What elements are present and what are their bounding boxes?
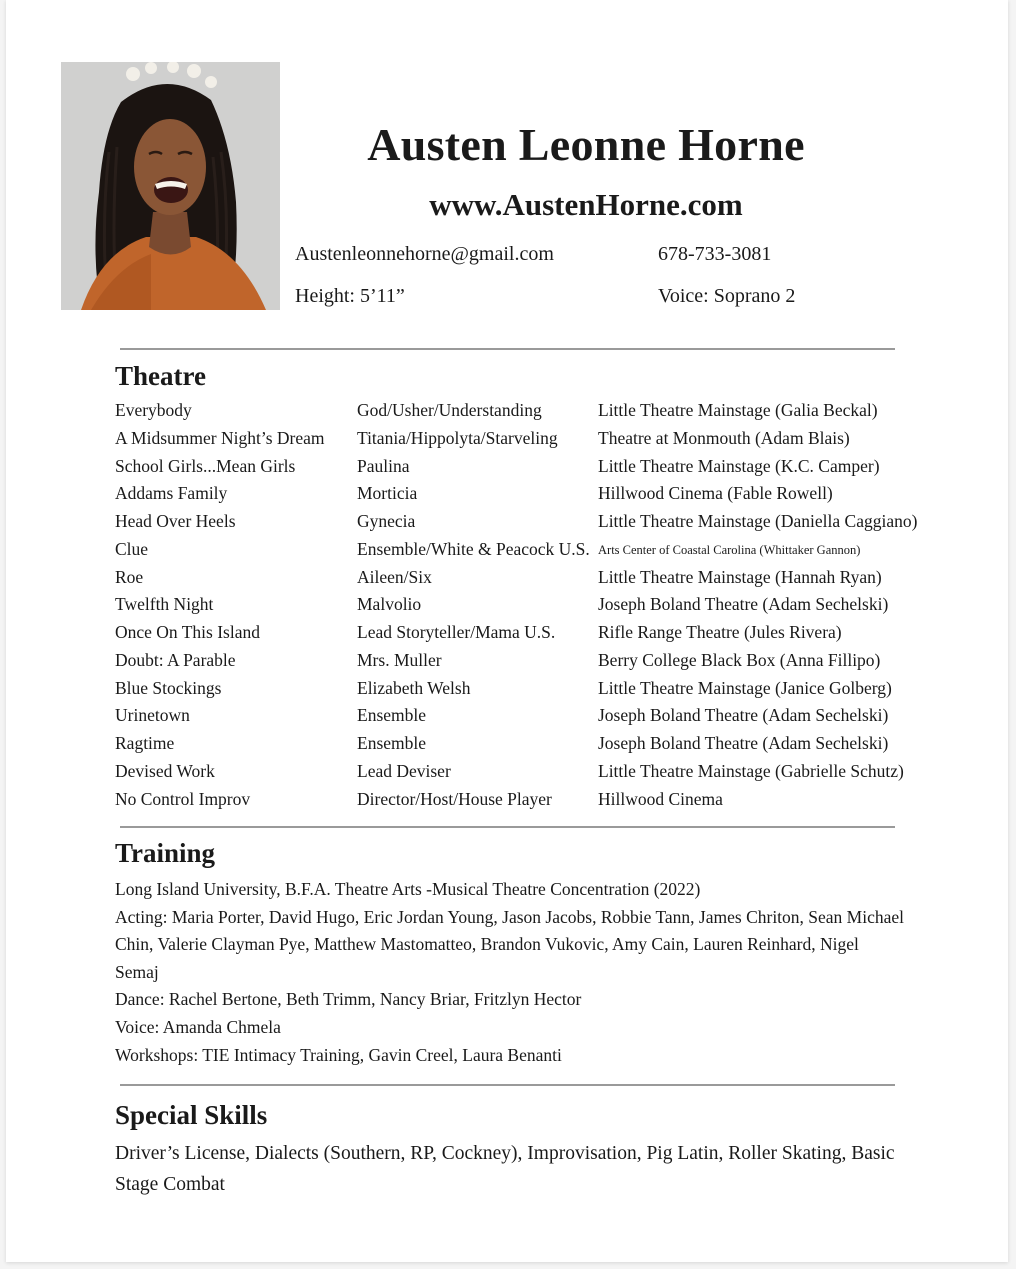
credit-role: Titania/Hippolyta/Starveling: [357, 427, 558, 448]
special-skills-text: Driver’s License, Dialects (Southern, RP, Cockney), Improvisation, Pig Latin, Roller Skating, Basic Stage Combat: [115, 1143, 895, 1195]
credit-role: Lead Deviser: [357, 760, 451, 781]
training-line: Voice: Amanda Chmela: [115, 1016, 281, 1037]
divider: [120, 1084, 895, 1086]
credit-row: [115, 400, 905, 428]
credit-row: [115, 733, 905, 761]
credit-venue: Rifle Range Theatre (Jules Rivera): [598, 622, 842, 642]
height-info: Height: 5’11”: [295, 285, 405, 307]
credit-venue: Little Theatre Mainstage (K.C. Camper): [598, 455, 880, 476]
credit-venue: Hillwood Cinema: [598, 788, 723, 809]
theatre-heading: Theatre: [115, 361, 206, 391]
credit-row: [115, 761, 905, 789]
credit-role: Ensemble: [357, 733, 427, 753]
credit-venue: Joseph Boland Theatre (Adam Sechelski): [598, 705, 889, 726]
credit-role: Aileen/Six: [357, 566, 432, 587]
credit-show: Twelfth Night: [115, 594, 214, 615]
credit-venue: Little Theatre Mainstage (Gabrielle Schutz): [598, 760, 904, 781]
credit-role: Gynecia: [357, 511, 416, 531]
voice-type: Voice: Soprano 2: [658, 285, 796, 307]
credit-venue: Theatre at Monmouth (Adam Blais): [598, 427, 850, 448]
credit-show: Head Over Heels: [115, 511, 236, 531]
credit-venue: Berry College Black Box (Anna Fillipo): [598, 649, 881, 670]
credit-venue: Hillwood Cinema (Fable Rowell): [598, 483, 833, 504]
credit-venue: Arts Center of Coastal Carolina (Whittaker Gannon): [598, 542, 861, 557]
credit-show: Addams Family: [115, 483, 228, 504]
credit-role: Lead Storyteller/Mama U.S.: [357, 622, 556, 642]
credit-show: Ragtime: [115, 733, 175, 753]
credit-role: Ensemble: [357, 705, 427, 726]
credit-row: [115, 789, 905, 817]
credit-row: [115, 539, 905, 567]
credit-role: Mrs. Muller: [357, 649, 442, 670]
credit-venue: Joseph Boland Theatre (Adam Sechelski): [598, 594, 889, 615]
credit-venue: Joseph Boland Theatre (Adam Sechelski): [598, 733, 889, 753]
credit-venue: Little Theatre Mainstage (Hannah Ryan): [598, 566, 882, 587]
credit-role: Malvolio: [357, 594, 422, 615]
theatre-credits-list: [115, 400, 918, 816]
credit-row: [115, 705, 905, 733]
headshot-photo: [61, 62, 280, 310]
credit-show: Blue Stockings: [115, 677, 222, 698]
actor-name: Austen Leonne Horne: [367, 119, 805, 170]
training-line: Long Island University, B.F.A. Theatre Arts -Musical Theatre Concentration (2022): [115, 879, 701, 899]
credit-row: [115, 511, 918, 539]
credit-show: School Girls...Mean Girls: [115, 455, 296, 476]
credit-role: Elizabeth Welsh: [357, 677, 471, 698]
credit-role: Paulina: [357, 455, 410, 476]
email-address[interactable]: Austenleonnehorne@gmail.com: [295, 243, 554, 265]
credit-show: Clue: [115, 538, 149, 559]
credit-show: A Midsummer Night’s Dream: [115, 427, 325, 448]
credit-show: Everybody: [115, 400, 192, 420]
training-line: Dance: Rachel Bertone, Beth Trimm, Nancy Briar, Fritzlyn Hector: [115, 989, 582, 1010]
credit-show: Roe: [115, 566, 144, 587]
credit-row: [115, 428, 905, 456]
credit-show: Doubt: A Parable: [115, 649, 236, 670]
credit-row: [115, 456, 905, 484]
special-skills-heading: Special Skills: [115, 1100, 268, 1130]
resume-page: [6, 0, 1008, 1262]
training-heading: Training: [115, 838, 216, 868]
divider: [120, 348, 895, 350]
credit-venue: Little Theatre Mainstage (Daniella Caggiano): [598, 511, 918, 531]
credit-row: [115, 594, 905, 622]
website-link[interactable]: www.AustenHorne.com: [429, 187, 743, 222]
credit-role: Morticia: [357, 483, 418, 504]
credit-row: [115, 678, 905, 706]
divider: [120, 826, 895, 828]
credit-role: God/Usher/Understanding: [357, 400, 542, 420]
credit-show: Devised Work: [115, 760, 215, 781]
credit-role: Ensemble/White & Peacock U.S.: [357, 538, 590, 559]
credit-show: No Control Improv: [115, 788, 251, 809]
training-list: [115, 876, 905, 1069]
phone-number: 678-733-3081: [658, 243, 772, 265]
training-line: Workshops: TIE Intimacy Training, Gavin Creel, Laura Benanti: [115, 1044, 562, 1065]
credit-venue: Little Theatre Mainstage (Galia Beckal): [598, 400, 878, 420]
credit-row: [115, 483, 905, 511]
credit-row: [115, 567, 905, 595]
credit-role: Director/Host/House Player: [357, 788, 552, 809]
credit-show: Urinetown: [115, 705, 190, 726]
credit-venue: Little Theatre Mainstage (Janice Golberg): [598, 677, 892, 698]
credit-show: Once On This Island: [115, 622, 260, 642]
credit-row: [115, 650, 905, 678]
credit-row: [115, 622, 905, 650]
training-line: Acting: Maria Porter, David Hugo, Eric Jordan Young, Jason Jacobs, Robbie Tann, James Chriton, Sean Michael Chin, Valerie Clayman Pye, Matthew Mastomatteo, Brandon Vukovic, Amy Cain, Lauren Reinhard, Nigel Semaj: [115, 906, 905, 982]
